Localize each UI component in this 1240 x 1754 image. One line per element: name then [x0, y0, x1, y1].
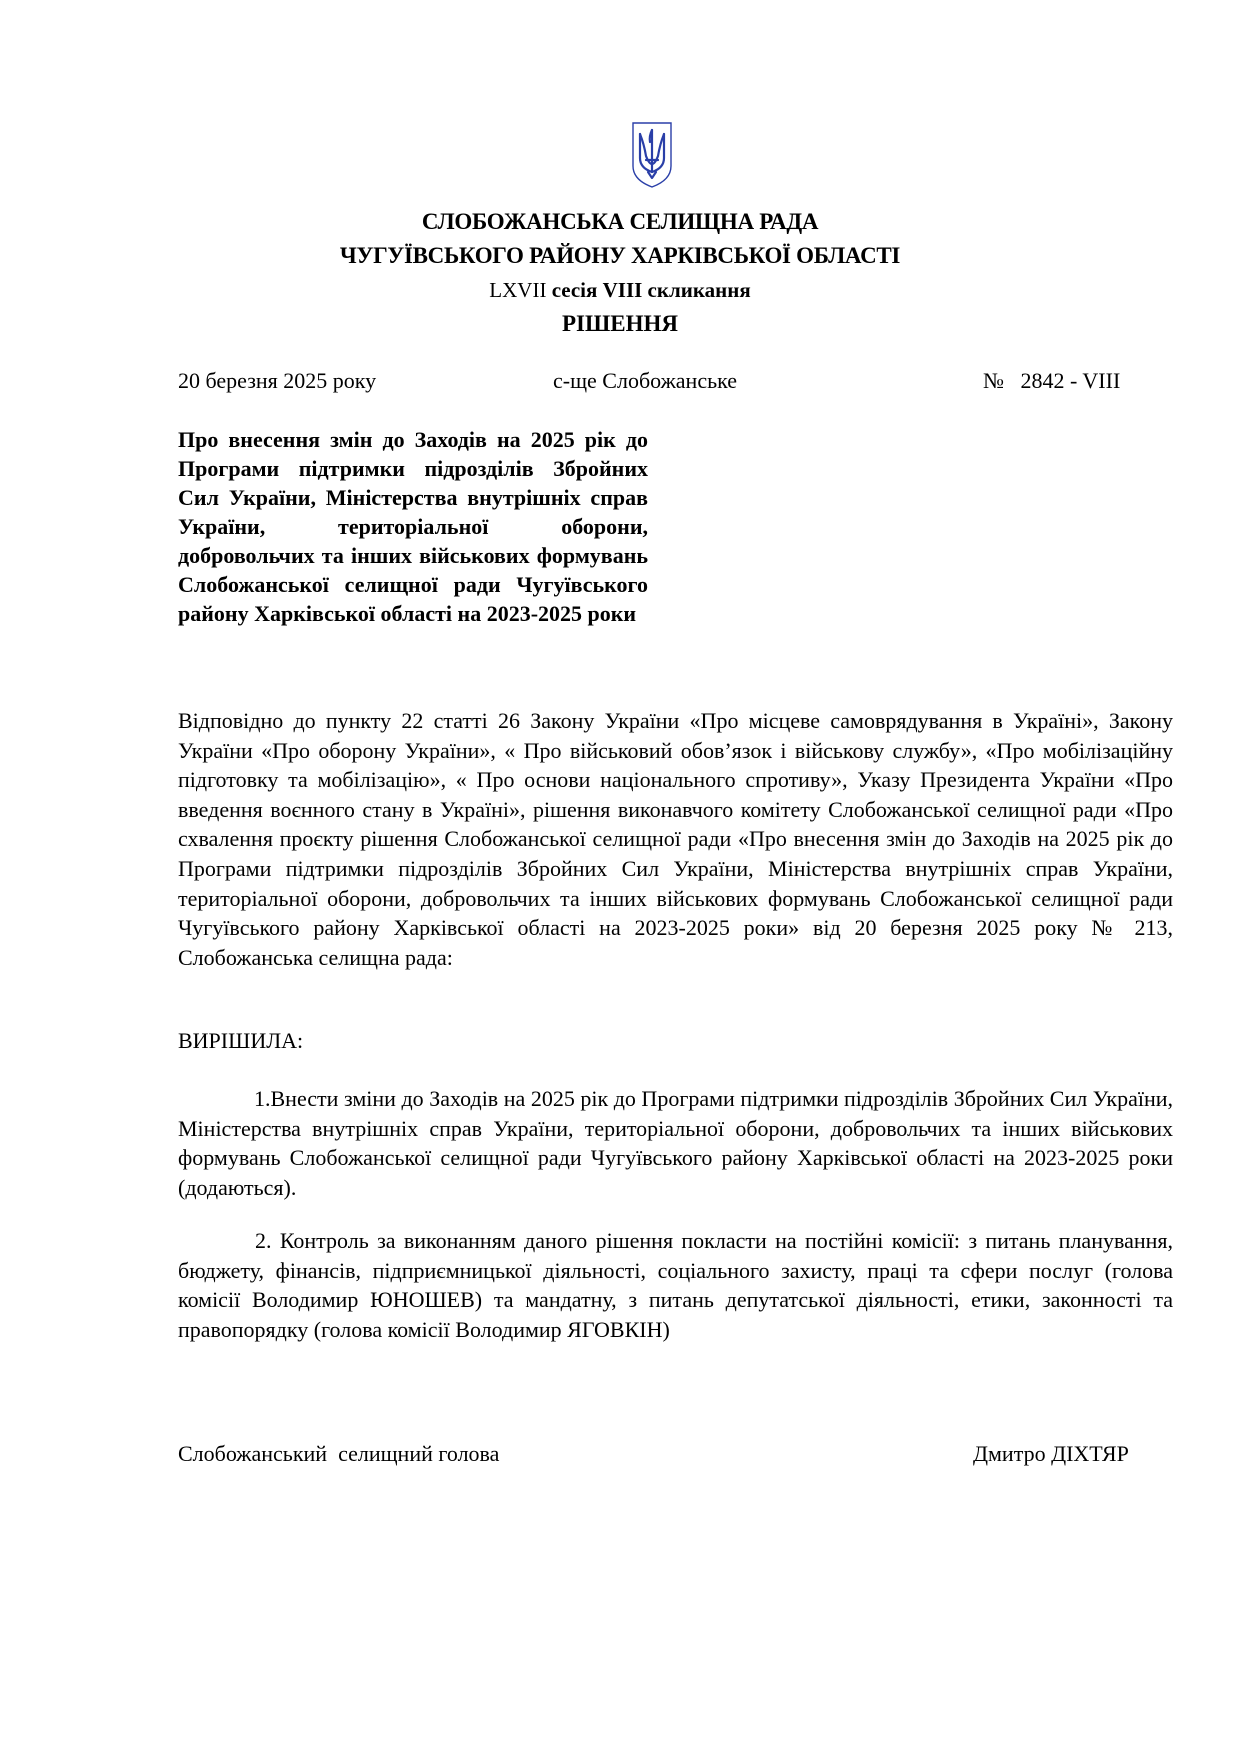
district-region: ЧУГУЇВСЬКОГО РАЙОНУ ХАРКІВСЬКОЇ ОБЛАСТІ	[339, 243, 901, 268]
session-number: LXVII	[489, 278, 547, 302]
decision-subject: Про внесення змін до Заходів на 2025 рік до Програми підтримки підрозділів Збройних Сил України, Міністерства внутрішніх справ України, територіальної оборони, добровольчих та інших військових формувань Слобожанської селищної ради Чугуївського району Харківської області на 2023-2025 роки	[178, 427, 648, 626]
document-type: РІШЕННЯ	[562, 311, 678, 336]
decision-number: № 2842 - VIII	[983, 368, 1121, 393]
legal-basis-paragraph: Відповідно до пункту 22 статті 26 Закону України «Про місцеве самоврядування в Україні», Закону України «Про оборону України», « Про військовий обов’язок і військову службу», «Про мобілізаційну підготовку та мобілізацію», « Про основи національного спротиву», Указу Президента України «Про введення воєнного стану в Україні», рішення виконавчого комітету Слобожанської селищної ради «Про схвалення проєкту рішення Слобожанської селищної ради «Про внесення змін до Заходів на 2025 рік до Програми підтримки підрозділів Збройних Сил України, Міністерства внутрішніх справ України, територіальної оборони, добровольчих та інших військових формувань Слобожанської селищної ради Чугуївського району Харківської області на 2023-2025 роки» від 20 березня 2025 року № 213, Слобожанська селищна рада:	[178, 708, 1173, 970]
decision-place: с-ще Слобожанське	[553, 368, 738, 393]
session-line	[0, 278, 1240, 303]
signatory-title: Слобожанський селищний голова	[178, 1441, 500, 1466]
signatory-name: Дмитро ДІХТЯР	[973, 1441, 1129, 1466]
decision-item-1: 1.Внести зміни до Заходів на 2025 рік до Програми підтримки підрозділів Збройних Сил України, Міністерства внутрішніх справ України, територіальної оборони, добровольчих та інших військових формувань Слобожанської селищної ради Чугуївського району Харківської області на 2023-2025 роки (додаються).	[178, 1086, 1173, 1200]
council-name: СЛОБОЖАНСЬКА СЕЛИЩНА РАДА	[421, 209, 819, 234]
decided-heading: ВИРІШИЛА:	[178, 1028, 304, 1053]
decision-item-2: 2. Контроль за виконанням даного рішення покласти на постійні комісії: з питань планування, бюджету, фінансів, підприємницької діяльності, соціального захисту, праці та сфери послуг (голова комісії Володимир ЮНОШЕВ) та мандатну, з питань депутатської діяльності, етики, законності та правопорядку (голова комісії Володимир ЯГОВКІН)	[178, 1228, 1173, 1342]
session-text: сесія VIII скликання	[551, 278, 751, 302]
coat-of-arms-of-ukraine-icon	[631, 120, 673, 190]
decision-date: 20 березня 2025 року	[178, 368, 377, 393]
